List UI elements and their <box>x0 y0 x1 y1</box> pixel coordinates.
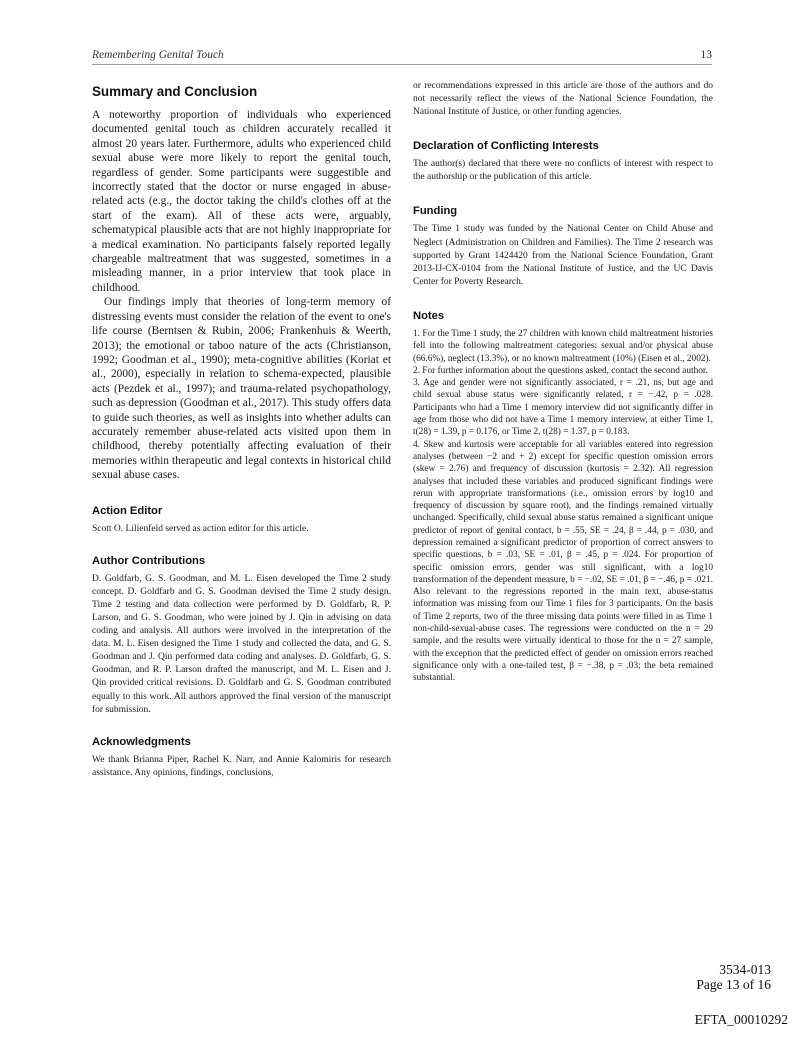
action-editor-text: Scott O. Lilienfeld served as action editor for this article. <box>92 523 309 534</box>
running-header <box>92 49 712 65</box>
running-title: Remembering Genital Touch <box>92 49 224 61</box>
efta-identifier: EFTA_00010292 <box>694 1012 788 1027</box>
funding-heading: Funding <box>413 205 458 218</box>
acknowledgments-continued: or recommendations expressed in this article are those of the authors and do not necessarily reflect the views of the National Science Foundation, the National Institute of Justice, or other funding agencies. <box>413 81 713 118</box>
document-code: 3534-013 <box>719 962 771 977</box>
author-contributions-heading: Author Contributions <box>92 554 206 567</box>
note-1: 1. For the Time 1 study, the 27 children with known child maltreatment histories fell into the following maltreatment categories: sexual and/or physical abuse (66.6%), neglect (13.3%), or no known maltreatment (10%) (Eisen et al., 2002). <box>413 328 713 364</box>
note-2: 2. For further information about the questions asked, contact the second author. <box>413 365 708 376</box>
page-number: 13 <box>700 49 712 61</box>
section-title-summary: Summary and Conclusion <box>92 84 258 99</box>
left-column <box>92 80 391 780</box>
note-4: 4. Skew and kurtosis were acceptable for all variables entered into regression analyses (between −2 and + 2) except for specific question omission errors (skew = 2.76) and frequency of discussion (kurtosis = 2.32). All regression analyses that included these variables and produced significant findings were rerun with appropriate transformations (i.e., omission errors by log10 and frequency of discussion by square root), and the findings remained virtually unchanged. Specifically, child sexual abuse status remained a significant unique predictor of report of genital contact, b = .55, SE = .24, β = .44, p = .030, and depression remained a significant predictor of proportion of correct answers to specific questions, b = .03, SE = .01, β = .45, p = .024. For proportion of specific omission errors, gender was still significant, with a log10 transformation of the dependent measure, b = −.02, SE = .01, β = −.46, p = .021. Also relevant to the regressions reported in the main text, abuse-status information was missing from our Time 1 files for 3 participants. On the basis of Time 2 reports, two of the three missing data points were filled in as Time 1 non-child-sexual-abuse cases. The regressions were conducted on the n = 29 sample, and the results were virtually identical to those for the n = 27 sample, with the exception that the predicted effect of gender on omission errors reached significance only with a one-tailed test, β = −.38, p = .03; the beta remained substantial. <box>413 439 713 684</box>
page-of-total: Page 13 of 16 <box>696 977 771 992</box>
note-3: 3. Age and gender were not significantly associated, r = .21, ns, but age and child sexual abuse status were significantly related, r = −.42, p = .028. Participants who had a Time 1 memory interview did not significantly differ in age from those who did not have a Time 1 memory interview, at either Time 1, t(28) = 1.39, p = 0.176, or Time 2, t(28) = 1.37, p = 0.183. <box>413 378 713 438</box>
conflict-of-interest-text: The author(s) declared that there were no conflicts of interest with respect to the authorship or the publication of this article. <box>413 159 713 183</box>
summary-paragraph-1: A noteworthy proportion of individuals who experienced documented genital touch as children accurately recalled it almost 20 years later. Furthermore, adults who experienced child sexual abuse were more likely to report the genital touch, regardless of gender. Some participants were suggestible and incorrectly stated that the doctor or nurse engaged in abuse-related acts (e.g., the doctor taking the child's clothes off at the start of the exam). All of these acts were, arguably, schematypical plausible acts that are not highly inappropriate for a medical examination. No participants falsely reported legally chargeable maltreatment that was suggested, sometimes in a misleading manner, in a prior interview that took place in childhood. <box>92 109 391 294</box>
summary-paragraph-2: Our findings imply that theories of long-term memory of distressing events must consider the relation of the event to one's life course (Berntsen & Rubin, 2006; Frankenhuis & Weerth, 2013); the emotional or taboo nature of the acts (Christianson, 1992; Goodman et al., 1990); meta-cognitive abilities (Koriat et al., 2000), especially in relation to schema-expected, plausible acts (Pezdek et al., 1997); and trauma-related psychopathology, such as depression (Goodman et al., 2017). This study offers data to guide such theories, as well as insights into whether adults can accurately remember abuse-related acts visited upon them in childhood, thereby potentially affecting evaluation of their memories within therapeutic and legal contexts in historical child sexual abuse cases. <box>92 296 391 482</box>
right-column <box>413 80 713 685</box>
acknowledgments-heading: Acknowledgments <box>92 735 191 748</box>
acknowledgments-text: We thank Brianna Piper, Rachel K. Narr, and Annie Kalomiris for research assistance. Any opinions, findings, conclusions, <box>92 754 391 778</box>
author-contributions-text: D. Goldfarb, G. S. Goodman, and M. L. Eisen developed the Time 2 study concept. D. Goldfarb and G. S. Goodman devised the Time 2 study design. Time 2 testing and data collection were performed by D. Goldfarb, R. P. Larson, and G. S. Goodman, who were joined by J. Qin in advising on data coding and analysis. All authors were involved in the interpretation of the data. M. L. Eisen designed the Time 1 study and collected the data, and G. S. Goodman and J. Qin performed data coding and analyses. D. Goldfarb, G. S. Goodman, and R. P. Larson drafted the manuscript, and M. L. Eisen and J. Qin provided critical revisions. D. Goldfarb and G. S. Goodman contributed equally to this work. All authors approved the final version of the manuscript for submission. <box>92 573 391 715</box>
funding-text: The Time 1 study was funded by the National Center on Child Abuse and Neglect (Administration on Children and Families). The Time 2 research was supported by Grant 1424420 from the National Science Foundation, Grant 2013-IJ-CX-0104 from the National Institute of Justice, and the UC Davis Center for Poverty Research. <box>413 224 713 287</box>
notes-heading: Notes <box>413 309 445 322</box>
action-editor-heading: Action Editor <box>92 504 163 517</box>
document-stamp <box>696 962 771 992</box>
conflict-of-interest-heading: Declaration of Conflicting Interests <box>413 140 599 153</box>
